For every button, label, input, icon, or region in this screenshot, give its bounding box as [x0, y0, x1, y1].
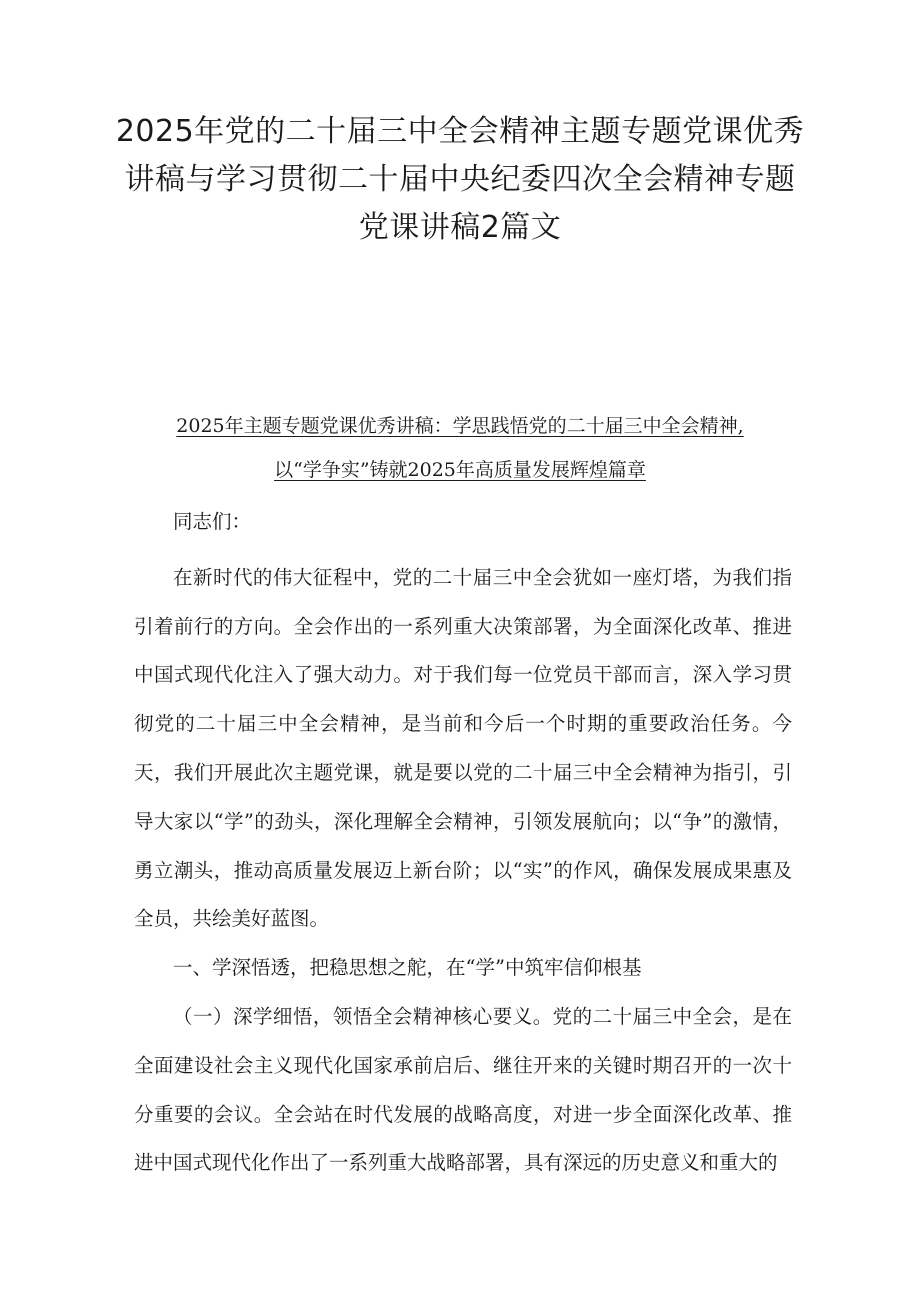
document-body	[134, 498, 792, 1188]
subtitle-line	[110, 448, 810, 492]
subtitle-line-text: 2025年主题专题党课优秀讲稿：学思践悟党的二十届三中全会精神,	[176, 415, 744, 437]
lecture-subtitle	[110, 404, 810, 492]
section-heading: 一、学深悟透，把稳思想之舵，在“学”中筑牢信仰根基	[173, 956, 642, 980]
document-title	[110, 108, 810, 252]
title-line: 讲稿与学习贯彻二十届中央纪委四次全会精神专题	[124, 162, 796, 197]
title-line: 党课讲稿2篇文	[358, 210, 562, 245]
subtitle-line-text: 以“学争实”铸就2025年高质量发展辉煌篇章	[274, 459, 646, 481]
subtitle-line	[110, 404, 810, 448]
paragraph-section-1-1: （一）深学细悟，领悟全会精神核心要义。党的二十届三中全会，是在全面建设社会主义现代化国家承前启后、继往开来的关键时期召开的一次十分重要的会议。全会站在时代发展的战略高度，对进一步全面深化改革、推进中国式现代化作出了一系列重大战略部署，具有深远的历史意义和重大的	[134, 1004, 792, 1175]
paragraph-intro: 在新时代的伟大征程中，党的二十届三中全会犹如一座灯塔，为我们指引着前行的方向。全会作出的一系列重大决策部署，为全面深化改革、推进中国式现代化注入了强大动力。对于我们每一位党员干部而言，深入学习贯彻党的二十届三中全会精神，是当前和今后一个时期的重要政治任务。今天，我们开展此次主题党课，就是要以党的二十届三中全会精神为指引，引导大家以“学”的劲头，深化理解全会精神，引领发展航向；以“争”的激情，勇立潮头，推动高质量发展迈上新台阶；以“实”的作风，确保发展成果惠及全员，共绘美好蓝图。	[134, 565, 792, 931]
title-line: 2025年党的二十届三中全会精神主题专题党课优秀	[115, 114, 805, 149]
salutation: 同志们：	[173, 510, 252, 533]
